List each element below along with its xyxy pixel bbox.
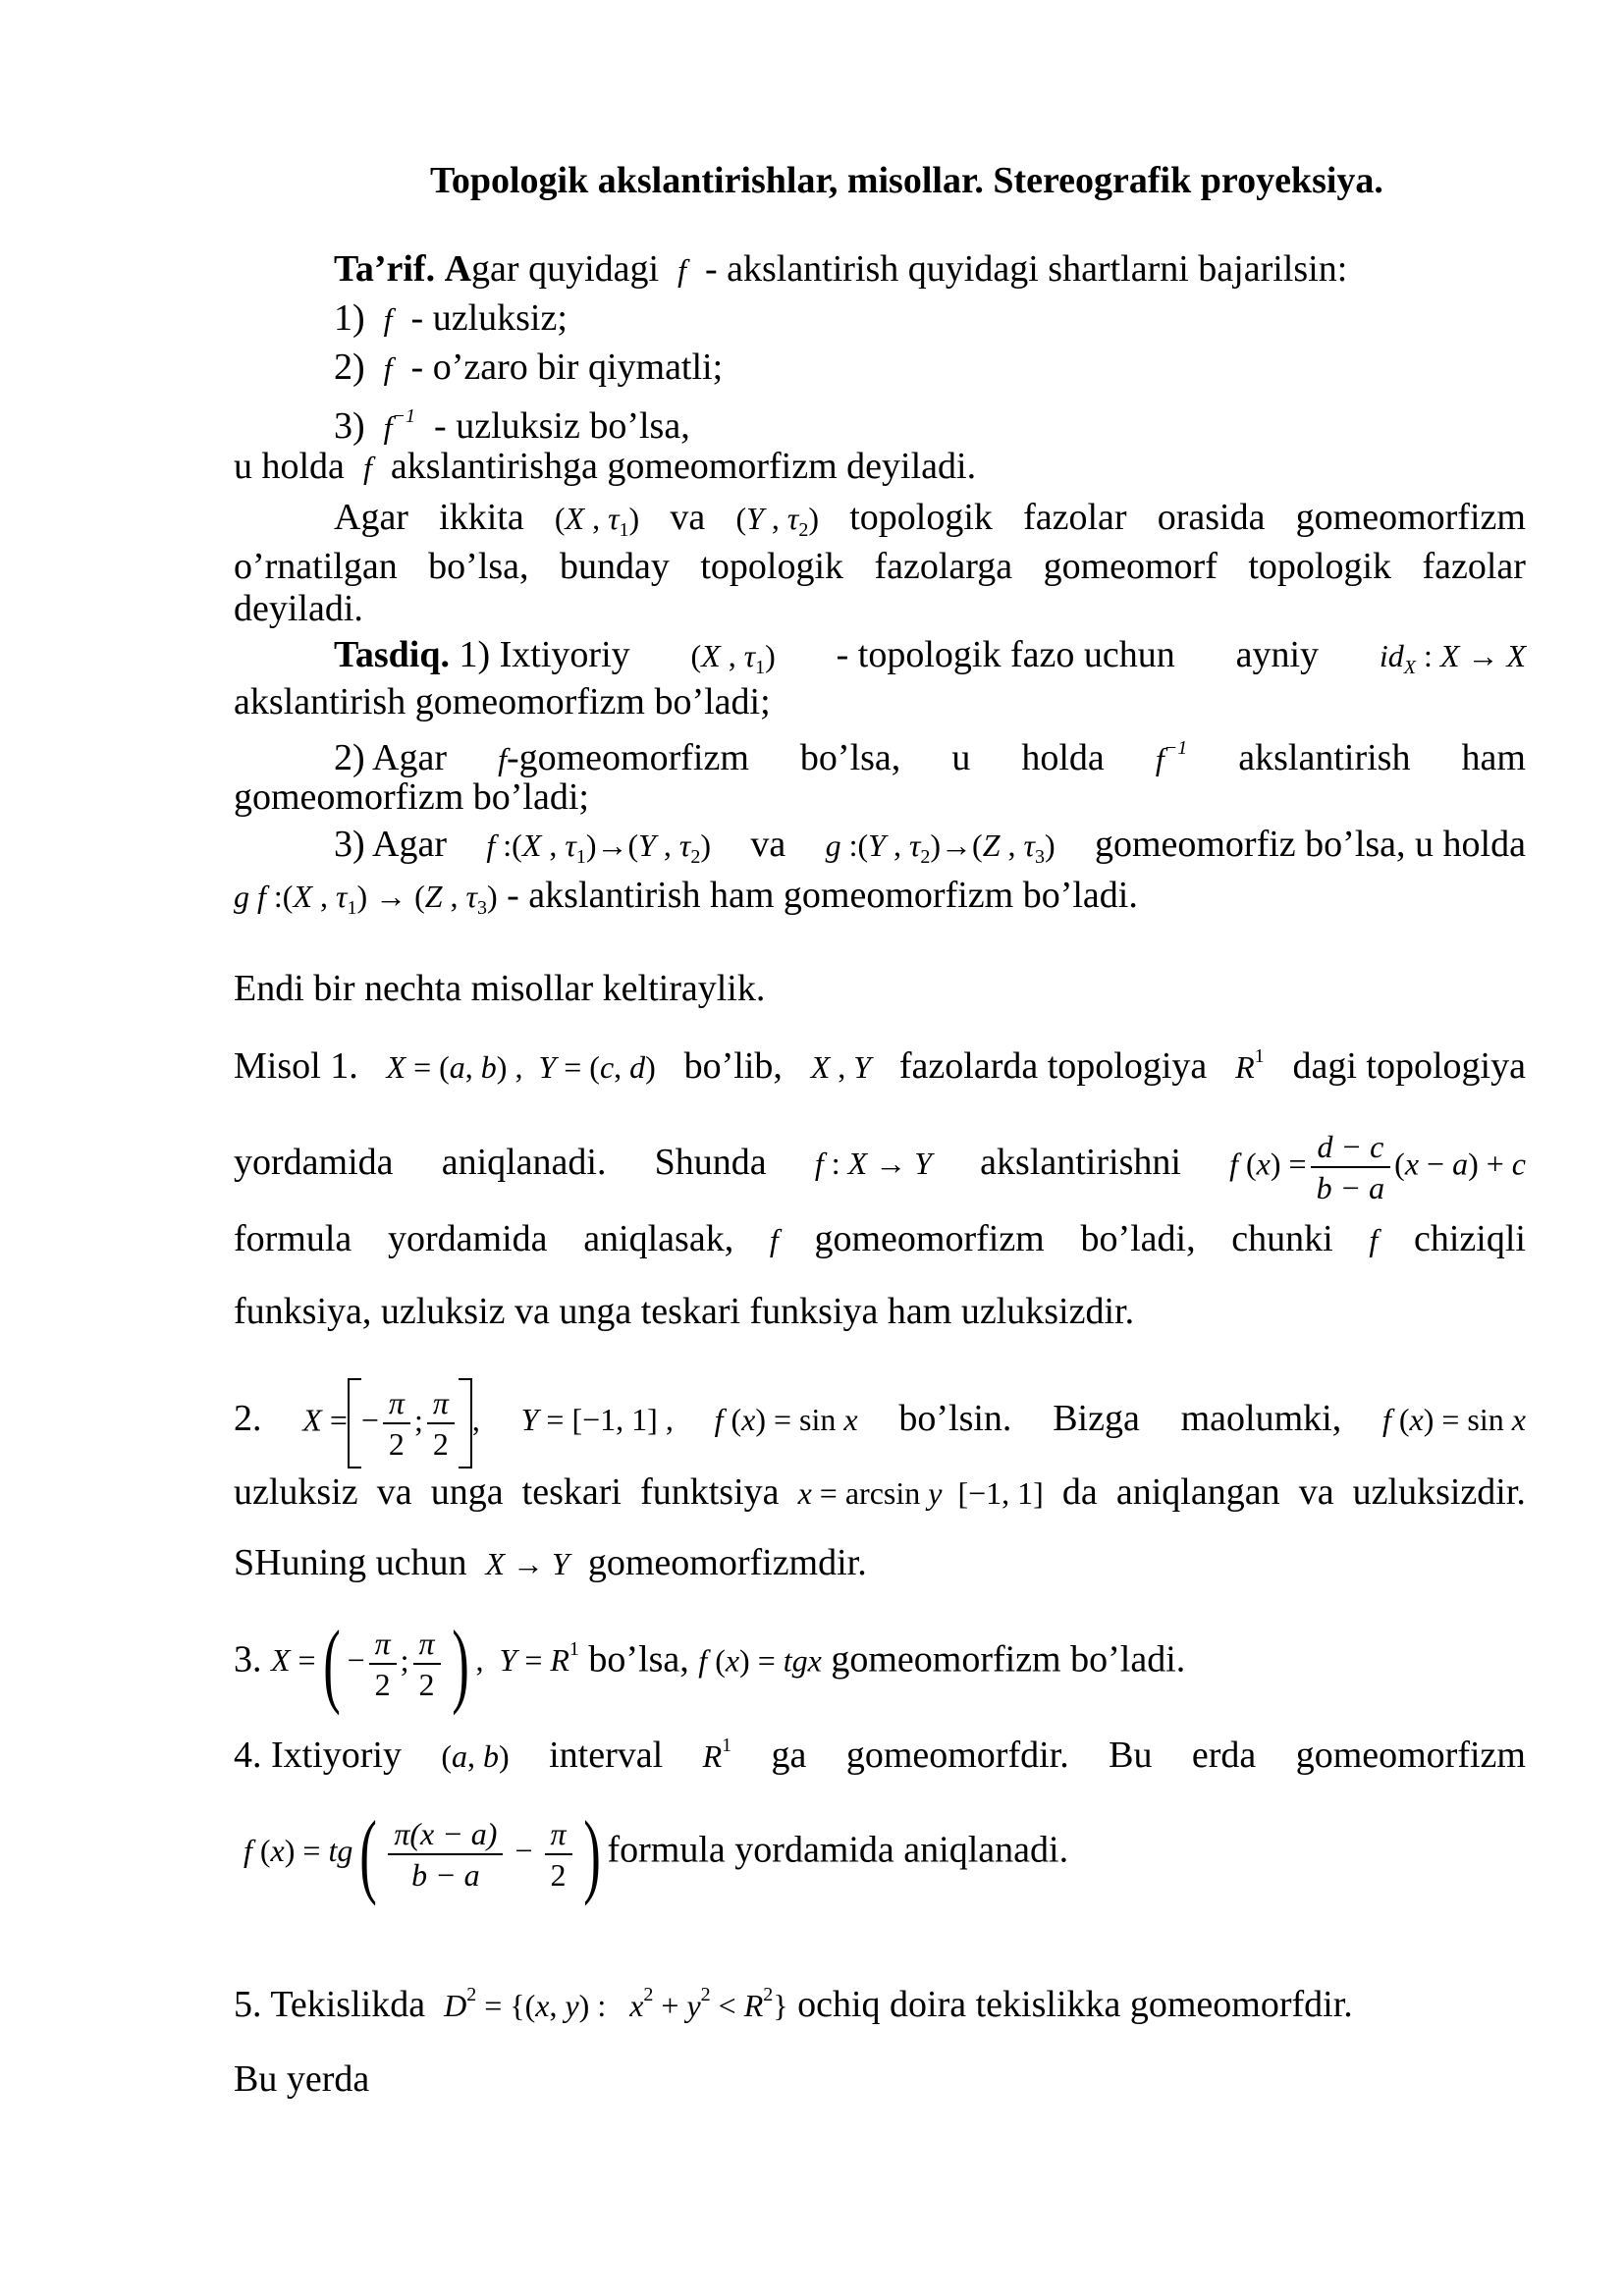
math-arcsin: x = arcsin y [−1, 1] bbox=[797, 1475, 1044, 1511]
text: SHuning uchun bbox=[234, 1542, 467, 1583]
math-f: f bbox=[362, 450, 372, 485]
fraction: $\frac{d - c}{b - a}$ bbox=[1311, 1127, 1391, 1207]
math-tg: f (x) = tgx bbox=[698, 1642, 822, 1679]
math-f: f bbox=[383, 301, 393, 337]
math-x-interval: X = − $\frac{\pi}{2}$ ; $\frac{\pi}{2}$ , bbox=[302, 1378, 480, 1468]
word: formula bbox=[234, 1218, 352, 1259]
example-1-line bbox=[234, 1035, 1526, 1089]
text: - akslantirish ham gomeomorfizm bo’ladi. bbox=[507, 875, 1138, 916]
statement-line bbox=[334, 823, 1526, 879]
word: gomeomorfizm bbox=[1295, 497, 1526, 538]
text: ochiq doira tekislikka gomeomorfdir. bbox=[797, 1984, 1353, 2025]
text: yordamida bbox=[234, 1142, 394, 1184]
math-f: f bbox=[1369, 1222, 1379, 1257]
text: gomeomorfizm bbox=[1295, 1735, 1526, 1776]
example-label: Misol 1. bbox=[234, 1045, 358, 1087]
word: va bbox=[670, 497, 706, 538]
item-number: 2) bbox=[334, 347, 365, 388]
text: da bbox=[1061, 1471, 1098, 1513]
math-map-f: f :(X , $\tau_1)\to(Y$ , $\tau_2$) bbox=[486, 828, 712, 868]
text: 2) Agar bbox=[334, 737, 448, 778]
example-2-line bbox=[234, 1541, 867, 1585]
text: bo’lsin. bbox=[898, 1398, 1012, 1440]
text: va bbox=[750, 824, 786, 865]
definition-item-2 bbox=[334, 346, 723, 390]
math-space-x: (X , $\tau_1$) bbox=[554, 501, 640, 541]
text: funktsiya bbox=[640, 1471, 780, 1513]
definition-text: gar quyidagi bbox=[471, 248, 660, 290]
example-2-line bbox=[234, 1378, 1526, 1468]
text: fazolarda topologiya bbox=[898, 1045, 1208, 1087]
definition-item-1 bbox=[334, 296, 568, 341]
text: -gomeomorfizm bbox=[506, 737, 749, 778]
text: 5. Tekislikda bbox=[234, 1984, 426, 2025]
math-y-interval: Y = [−1, 1] , bbox=[520, 1402, 674, 1438]
math-r1: $R^1$ bbox=[1235, 1045, 1265, 1085]
statement-line: gomeomorfizm bo’ladi; bbox=[234, 776, 589, 818]
text: erda bbox=[1191, 1735, 1257, 1776]
item-text: - uzluksiz; bbox=[410, 297, 568, 339]
text: aniqlanadi. bbox=[441, 1142, 607, 1184]
definition-text-end: - akslantirish quyidagi shartlarni bajarilsin: bbox=[704, 248, 1348, 290]
text: akslantirishni bbox=[980, 1142, 1181, 1184]
example-label: 3. bbox=[234, 1638, 262, 1681]
definition-line bbox=[334, 247, 1347, 292]
page-title: Topologik akslantirishlar, misollar. Stereografik proyeksiya. bbox=[430, 160, 1383, 201]
word: bo’ladi, bbox=[1080, 1218, 1196, 1259]
definition-initial: A bbox=[444, 248, 472, 290]
text: unga bbox=[430, 1471, 504, 1513]
text: gomeomorfdir. bbox=[845, 1735, 1069, 1776]
text: bo’lsa, bbox=[799, 737, 901, 778]
fraction: $\frac{\pi}{2}$ bbox=[369, 1624, 397, 1704]
statement-label: Tasdiq. bbox=[334, 634, 450, 675]
math-identity-map: $id_X$ : X → X bbox=[1379, 638, 1526, 678]
text: interval bbox=[549, 1735, 664, 1776]
word: chunki bbox=[1231, 1218, 1333, 1259]
math-f: f bbox=[769, 1222, 779, 1257]
definition-conclusion bbox=[234, 445, 976, 489]
example-label: 2. bbox=[234, 1398, 262, 1440]
text: gomeomorfizm bo’ladi. bbox=[831, 1638, 1186, 1681]
word: bo’lsa, bbox=[428, 546, 529, 587]
item-number: 1) bbox=[334, 297, 365, 339]
text: gomeomorfizmdir. bbox=[587, 1542, 867, 1583]
word: fazolarga bbox=[874, 546, 1013, 587]
text: uzluksizdir. bbox=[1352, 1471, 1526, 1513]
example-5-line bbox=[234, 1973, 1353, 2027]
text: 1) Ixtiyoriy bbox=[459, 634, 630, 675]
word: orasida bbox=[1157, 497, 1266, 538]
text: ham bbox=[1461, 737, 1526, 778]
word: gomeomorf bbox=[1043, 546, 1218, 587]
example-4-line bbox=[244, 1801, 1069, 1906]
text: holda bbox=[1021, 737, 1105, 778]
text: gomeomorfiz bo’lsa, u holda bbox=[1094, 824, 1526, 865]
fraction: $\frac{\pi}{2}$ bbox=[383, 1383, 410, 1464]
math-map-g: g :(Y , $\tau_2)\to(Z$ , $\tau_3$) bbox=[825, 828, 1056, 868]
text: ayniy bbox=[1235, 634, 1320, 675]
examples-intro: Endi bir nechta misollar keltiraylik. bbox=[234, 968, 766, 1009]
example-3-line bbox=[234, 1611, 1186, 1716]
word: bunday bbox=[560, 546, 670, 587]
paragraph-line bbox=[234, 545, 1526, 588]
fraction: $\frac{\pi}{2}$ bbox=[545, 1814, 572, 1895]
example-5-line: Bu yerda bbox=[234, 2058, 370, 2100]
math-sin: f (x) = sin x bbox=[714, 1402, 858, 1438]
word: Agar bbox=[334, 497, 408, 538]
fraction: $\frac{\pi}{2}$ bbox=[413, 1624, 441, 1704]
math-composition: g f :(X , $\tau_1) \to (Z$ , $\tau_3$) bbox=[234, 879, 498, 919]
text: va bbox=[376, 1471, 412, 1513]
example-4-line bbox=[234, 1724, 1526, 1778]
math-disk: $D^2 = \{(x$, y) : $x^2 + y^2 < R^2$} bbox=[444, 1984, 788, 2023]
text: u bbox=[951, 737, 971, 778]
text: akslantirishga gomeomorfizm deyiladi. bbox=[390, 446, 977, 487]
math-f: f bbox=[383, 350, 393, 386]
math-x-def: X = (a, b) , Y = (c, d) bbox=[386, 1049, 656, 1085]
math-f: f bbox=[677, 252, 686, 288]
example-1-line bbox=[234, 1127, 1526, 1207]
item-text: - uzluksiz bo’lsa, bbox=[434, 405, 690, 447]
word: ikkita bbox=[439, 497, 524, 538]
math-interval-ab: (a, b) bbox=[441, 1738, 510, 1774]
item-number: 3) bbox=[334, 405, 365, 447]
text: bo’lib, bbox=[683, 1045, 783, 1087]
math-linear-formula: f (x) = $\frac{d - c}{b - a}$ (x − a) + c bbox=[1229, 1129, 1526, 1205]
math-space-x: (X , $\tau_1$) bbox=[690, 638, 776, 678]
word: fazolar bbox=[1023, 497, 1127, 538]
statement-line: akslantirish gomeomorfizm bo’ladi; bbox=[234, 681, 771, 722]
text: Bu bbox=[1109, 1735, 1153, 1776]
text: 3) Agar bbox=[334, 824, 448, 865]
text: dagi topologiya bbox=[1292, 1045, 1526, 1087]
paragraph-line: deyiladi. bbox=[234, 588, 363, 629]
math-xy: X , Y bbox=[810, 1049, 872, 1085]
word: yordamida bbox=[387, 1218, 548, 1259]
word: fazolar bbox=[1422, 546, 1526, 587]
text: Bizga bbox=[1053, 1398, 1140, 1440]
math-map: X → Y bbox=[485, 1546, 569, 1581]
example-1-line: funksiya, uzluksiz va unga teskari funksiya ham uzluksizdir. bbox=[234, 1291, 1135, 1332]
text: bo’lsa, bbox=[588, 1638, 689, 1681]
math-f: f bbox=[498, 741, 507, 776]
text: Shunda bbox=[654, 1142, 767, 1184]
text: u holda bbox=[234, 446, 345, 487]
statement-line bbox=[334, 726, 1526, 780]
text: formula yordamida aniqlanadi. bbox=[607, 1829, 1069, 1871]
math-r1: $R^1$ bbox=[702, 1735, 732, 1774]
word: chiziqli bbox=[1413, 1218, 1526, 1259]
text: ga bbox=[771, 1735, 807, 1776]
text: aniqlangan bbox=[1115, 1471, 1280, 1513]
math-f-inverse: $f^{-1}$ bbox=[383, 405, 416, 445]
example-2-line bbox=[234, 1470, 1526, 1515]
text: - topologik fazo uchun bbox=[836, 634, 1175, 675]
math-sin: f (x) = sin x bbox=[1381, 1402, 1526, 1438]
example-1-line bbox=[234, 1217, 1526, 1261]
word: topologik bbox=[849, 497, 993, 538]
word: gomeomorfizm bbox=[814, 1218, 1045, 1259]
statement-line bbox=[234, 874, 1138, 930]
fraction: $\frac{\pi}{2}$ bbox=[427, 1383, 455, 1464]
word: topologik bbox=[700, 546, 844, 587]
text: teskari bbox=[521, 1471, 622, 1513]
math-f-inverse: $f^{-1}$ bbox=[1155, 737, 1188, 776]
text: maolumki, bbox=[1180, 1398, 1342, 1440]
definition-label: Ta’rif. bbox=[334, 248, 436, 290]
text: akslantirish bbox=[1238, 737, 1411, 778]
word: aniqlasak, bbox=[583, 1218, 734, 1259]
text: va bbox=[1298, 1471, 1334, 1513]
word: topologik bbox=[1248, 546, 1392, 587]
text: uzluksiz bbox=[234, 1471, 358, 1513]
paragraph-line bbox=[334, 496, 1526, 552]
item-text: - o’zaro bir qiymatli; bbox=[410, 347, 724, 388]
fraction: $\frac{\pi(x - a)}{b - a}$ bbox=[388, 1814, 503, 1895]
math-map: f : X → Y bbox=[814, 1146, 932, 1182]
definition-item-3 bbox=[334, 395, 690, 449]
word: o’rnatilgan bbox=[234, 546, 398, 587]
math-x-open-interval: X =( − $\frac{\pi}{2}$ ; $\frac{\pi}{2}$ ) , $Y = R^1$ bbox=[271, 1611, 579, 1716]
math-tg-formula: f (x) = tg( $\frac{\pi(x - a)}{b - a}$ − $\frac{\pi}{2}$ ) bbox=[244, 1801, 601, 1906]
text: 4. Ixtiyoriy bbox=[234, 1735, 402, 1776]
math-space-y: (Y , $\tau_2$) bbox=[735, 501, 820, 541]
